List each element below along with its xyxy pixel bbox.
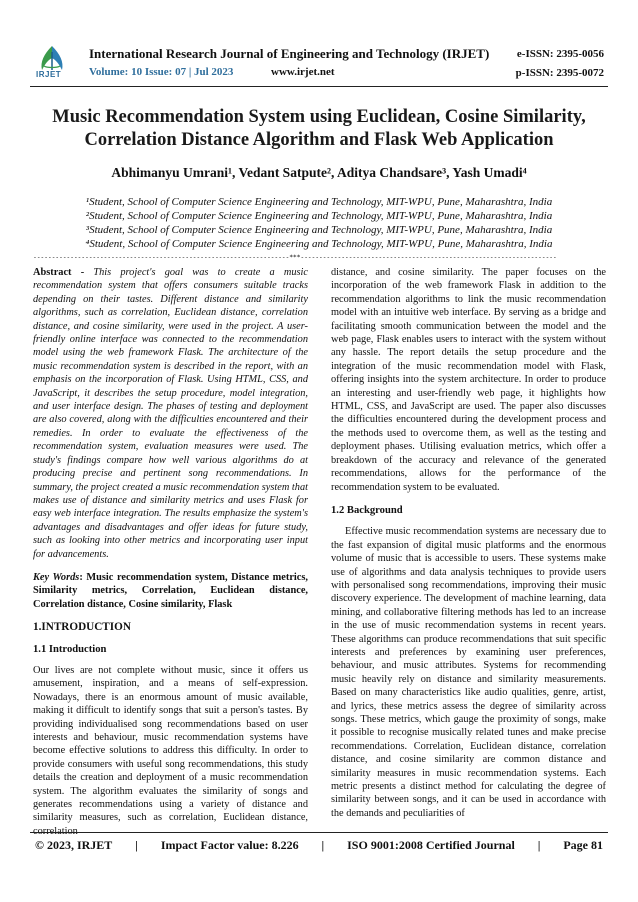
abstract-label: Abstract -	[33, 267, 94, 278]
abstract	[33, 266, 308, 561]
footer-rule	[30, 832, 608, 833]
keywords	[33, 571, 308, 611]
footer-divider: |	[537, 838, 541, 852]
journal-name: International Research Journal of Engineering and Technology (IRJET)	[89, 46, 490, 61]
keywords-text: : Music recommendation system, Distance metrics, Similarity metrics, Correlation, Euclidean distance, Correlation distance, Cosine similarity, Flask	[33, 571, 308, 610]
iso-certification: ISO 9001:2008 Certified Journal	[347, 838, 515, 852]
background-text: Effective music recommendation systems are necessary due to the fast expansion of digital music platforms and the enormous volume of music that is accessible to users. These systems make use of algorithms and data analysis techniques to provide users with personalised song recommendations, improving their music discovery experience. The development of machine learning, data mining, and collaborative filtering methods has led to an increase in the use of music recommendation systems in recent years. These algorithms can produce recommendations that suit specific interests and preferences by examining user preferences, behaviour, and music attributes. Systems for recommending music heavily rely on distance and similarity measurements. Based on many characteristics like audio qualities, genre, artist, and lyrics, these metrics assess the degree of similarity across songs. These metrics, which gauge the proximity of songs, make it possible to recognise musically related tunes and make precise recommendations. Correlation, Euclidean distance, correlation distance, and cosine similarity are common distance and similarity measures in music recommendation systems. Each metric presents a distinct method for calculating the degree of similarity between songs, and it can be used in accordance with the demands and peculiarities of	[331, 526, 606, 819]
right-column	[331, 266, 606, 820]
abstract-text: This project's goal was to create a music recommendation system that offers consumers suitable tracks depending on their tastes. Different distance and similarity algorithms, such as correlation, Euclidean distance, correlation distance, and cosine similarity, were used in the project. A user-friendly online interface was connected to the recommendation model using the web framework Flask. The architecture of the music recommendation system is described in the report, with an emphasis on the incorporation of Flask. Using HTML, CSS, and JavaScript, it describes the setup procedure, model integration, and user interface design. The phases of testing and deployment are also covered, along with the difficulties encountered and their remedies. In order to evaluate the effectiveness of the recommendation system, evaluation measures were used. The study's findings compare how well various algorithms do at producing precise and pertinent song recommendations. In summary, the project created a music recommendation system that makes use of distance and similarity metrics and uses Flask for easy web interface integration. The results emphasize the system's advantages and disadvantages and offer ideas for future study, such as looking into other metrics and incorporating user input for advancements.	[33, 267, 309, 560]
copyright: © 2023, IRJET	[35, 838, 113, 852]
subsection-heading-background: 1.2 Background	[331, 504, 403, 516]
page-number: Page 81	[563, 838, 603, 852]
logo-text: IRJET	[36, 70, 62, 79]
p-issn: p-ISSN: 2395-0072	[515, 67, 604, 79]
title-line-1: Music Recommendation System using Euclidean, Cosine Similarity,	[52, 107, 586, 127]
paper-title	[40, 106, 598, 152]
subsection-heading-introduction: 1.1 Introduction	[33, 643, 107, 655]
introduction-continued: distance, and cosine similarity. The paper focuses on the incorporation of the web framework Flask in addition to the recommendation algorithms to link the music recommendation model with an intuitive web interface. By serving as a bridge and facilitating smooth communication between the model and the web page, Flask enables users to interact with the system without any hassle. The report details the setup procedure and the integration of the music recommendation model with Flask, offering insights into the system architecture. In order to produce an interesting and user-friendly web page, it highlights how HTML, CSS, and JavaScript are used. The paper also discusses the difficulties encountered during the development process and the methods used to overcome them, as well as the testing and deployment phases. Utilising evaluation metrics, which offer a breakdown of the accuracy and relevance of the generated recommendations, allows for the performance of the recommendation system to be evaluated.	[331, 267, 606, 493]
footer-divider: |	[321, 838, 325, 852]
title-line-2: Correlation Distance Algorithm and Flask Web Application	[84, 130, 554, 150]
affiliation-4: ⁴Student, School of Computer Science Engineering and Technology, MIT-WPU, Pune, Maharashtra, India	[85, 238, 553, 250]
affiliation-1: ¹Student, School of Computer Science Engineering and Technology, MIT-WPU, Pune, Maharashtra, India	[85, 196, 553, 208]
impact-factor: Impact Factor value: 8.226	[160, 838, 299, 852]
left-column	[33, 266, 308, 838]
e-issn: e-ISSN: 2395-0056	[516, 48, 604, 60]
journal-website[interactable]: www.irjet.net	[271, 66, 335, 78]
header-rule	[30, 86, 608, 87]
affiliation-3: ³Student, School of Computer Science Engineering and Technology, MIT-WPU, Pune, Maharashtra, India	[85, 224, 553, 236]
section-heading-introduction: 1.INTRODUCTION	[33, 621, 131, 634]
volume-info: Volume: 10 Issue: 07 | Jul 2023	[89, 66, 234, 78]
section-separator: ---------------------------------------------------------------------***---------------------------------------------------------------------	[33, 253, 557, 261]
keywords-label: Key Words	[33, 571, 80, 583]
page-footer	[35, 838, 603, 853]
affiliation-2: ²Student, School of Computer Science Engineering and Technology, MIT-WPU, Pune, Maharashtra, India	[85, 210, 553, 222]
page-header	[0, 0, 638, 86]
footer-divider: |	[135, 838, 138, 852]
author-list: Abhimanyu Umrani¹, Vedant Satpute², Aditya Chandsare³, Yash Umadi⁴	[111, 165, 527, 180]
introduction-text: Our lives are not complete without music, since it offers us amusement, inspiration, and a means of self-expression. Nowadays, there is an enormous amount of music available, making it difficult to identify songs that suit a person's tastes. By providing individualised song recommendations based on user interests and behaviour, music recommendation systems have become effective solutions to address this difficulty. In order to provide consumers with useful song recommendations, this study details the creation and deployment of a music recommendation system. The algorithm evaluates the similarity of songs and generates recommendations using a variety of distance and similarity measures, such as correlation, Euclidean distance,	[33, 664, 308, 824]
